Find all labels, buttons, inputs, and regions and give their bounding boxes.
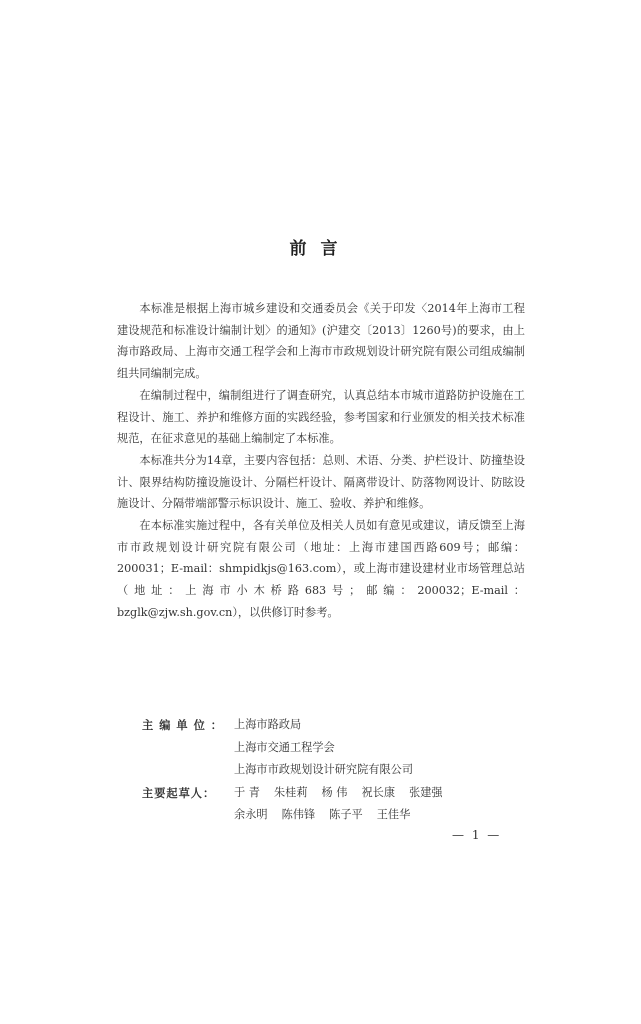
credits-block (142, 714, 457, 827)
drafter-name: 余永明 (234, 808, 268, 821)
drafter-name: 杨 伟 (321, 785, 348, 799)
drafters-list (234, 782, 457, 827)
org-name: 上海市市政规划设计研究院有限公司 (234, 763, 414, 776)
org-name: 上海市路政局 (234, 718, 302, 731)
drafter-name: 祝长康 (361, 785, 396, 799)
drafter-name: 王佳华 (376, 808, 411, 821)
paragraph-contents: 本标准共分为14章，主要内容包括：总则、术语、分类、护栏设计、防撞垫设计、限界结构防撞设施设计、分隔栏杆设计、隔离带设计、防落物网设计、防眩设施设计、分隔带端部警示标识设计、施工、验收、养护和维修。 (117, 453, 525, 511)
drafter-name: 张建强 (409, 785, 443, 799)
paragraph-basis: 本标准是根据上海市城乡建设和交通委员会《关于印发〈2014年上海市工程建设规范和标准设计编制计划〉的通知》(沪建交〔2013〕1260号)的要求，由上海市路政局、上海市交通工程学会和上海市市政规划设计研究院有限公司组成编制组共同编制完成。 (117, 302, 525, 381)
drafter-name: 陈子平 (329, 808, 363, 821)
page-number: — 1 — (452, 828, 502, 842)
paragraph-feedback: 在本标准实施过程中，各有关单位及相关人员如有意见或建议，请反馈至上海市市政规划设计研究院有限公司（地址：上海市建国西路609号；邮编：200031；E-mail：shmpidkjs@163.com），或上海市建设建材业市场管理总站（地址：上海市小木桥路683号；邮编：200032；E-mail：bzglk@zjw.sh.gov.cn），以供修订时参考。 (117, 519, 525, 619)
main-drafters (142, 782, 457, 827)
preface-body (117, 298, 525, 624)
drafters-line-1 (234, 782, 457, 805)
page-title: 前言 (289, 239, 352, 259)
chief-editor-label: 主编单位： (142, 718, 228, 732)
org-name: 上海市交通工程学会 (234, 740, 335, 754)
chief-editor-units (142, 714, 457, 782)
drafter-name: 陈伟锋 (281, 808, 316, 821)
drafters-line-2 (234, 804, 457, 827)
paragraph-process: 在编制过程中，编制组进行了调查研究，认真总结本市城市道路防护设施在工程设计、施工、养护和维修方面的实践经验，参考国家和行业颁发的相关技术标准规范，在征求意见的基础上编制定了本标准。 (117, 388, 525, 446)
drafter-name: 朱桂莉 (273, 785, 308, 799)
drafter-name: 于 青 (234, 785, 260, 799)
drafters-label: 主要起草人： (142, 785, 216, 800)
chief-editor-list (234, 714, 413, 782)
